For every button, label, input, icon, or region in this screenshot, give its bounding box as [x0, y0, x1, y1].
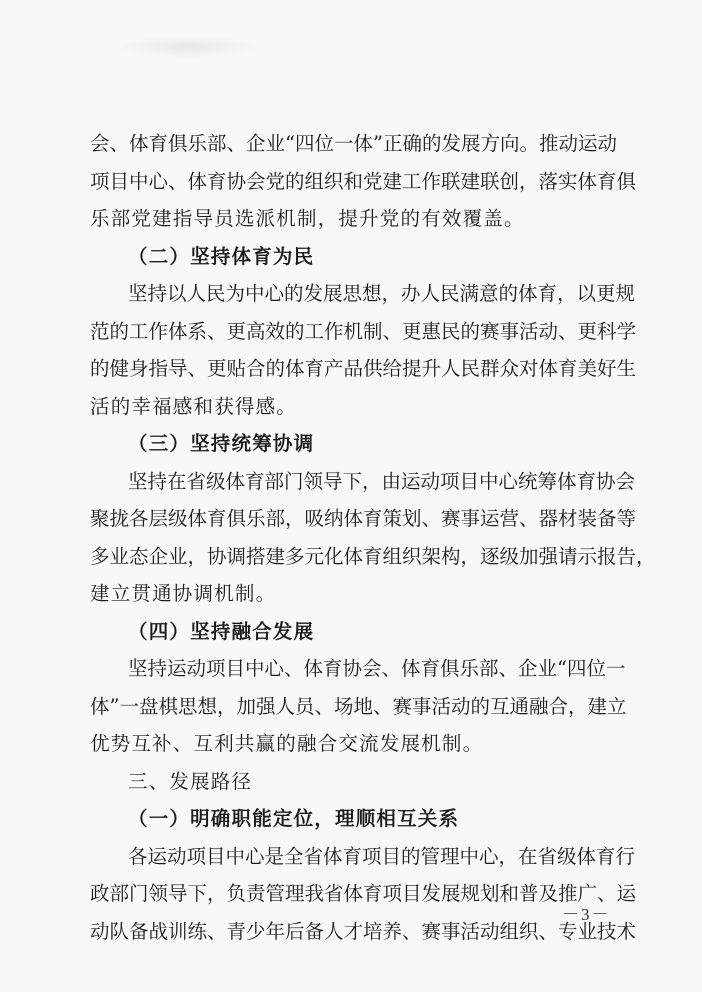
body-line: 各运动项目中心是全省体育项目的管理中心，在省级体育行: [128, 844, 636, 868]
scan-smudge: [118, 36, 258, 58]
body-line: 的健身指导、更贴合的体育产品供给提升人民群众对体育美好生: [90, 357, 637, 380]
body-line: 坚持运动项目中心、体育协会、体育俱乐部、企业“四位一: [128, 657, 626, 680]
chapter-heading: 三、发展路径: [128, 769, 253, 793]
section-heading: （四）坚持融合发展: [128, 619, 315, 643]
body-line: 动队备战训练、青少年后备人才培养、赛事活动组织、专业技术: [90, 919, 637, 943]
body-line: 范的工作体系、更高效的工作机制、更惠民的赛事活动、更科学: [90, 319, 637, 343]
body-line: 坚持在省级体育部门领导下，由运动项目中心统筹体育协会: [128, 469, 636, 493]
page-number: －3－: [562, 905, 611, 924]
body-line: 乐部党建指导员选派机制，提升党的有效覆盖。: [90, 207, 525, 230]
section-heading: （二）坚持体育为民: [128, 244, 315, 268]
body-line: 体”一盘棋思想，加强人员、场地、赛事活动的互通融合，建立: [90, 694, 627, 718]
body-line: 多业态企业，协调搭建多元化体育组织架构，逐级加强请示报告，: [90, 544, 656, 568]
body-line: 聚拢各层级体育俱乐部，吸纳体育策划、赛事运营、器材装备等: [90, 507, 637, 530]
body-line: 会、体育俱乐部、企业“四位一体”正确的发展方向。推动运动: [90, 132, 617, 155]
body-line: 活的幸福感和获得感。: [90, 394, 298, 418]
section-heading: （一）明确职能定位，理顺相互关系: [128, 807, 460, 830]
body-line: 项目中心、体育协会党的组织和党建工作联建联创，落实体育俱: [90, 169, 637, 193]
section-heading: （三）坚持统筹协调: [128, 432, 315, 455]
body-line: 坚持以人民为中心的发展思想，办人民满意的体育，以更规: [128, 282, 636, 305]
body-line: 建立贯通协调机制。: [90, 582, 277, 605]
body-line: 优势互补、互利共赢的融合交流发展机制。: [90, 732, 484, 755]
body-line: 政部门领导下，负责管理我省体育项目发展规划和普及推广、运: [90, 882, 637, 905]
